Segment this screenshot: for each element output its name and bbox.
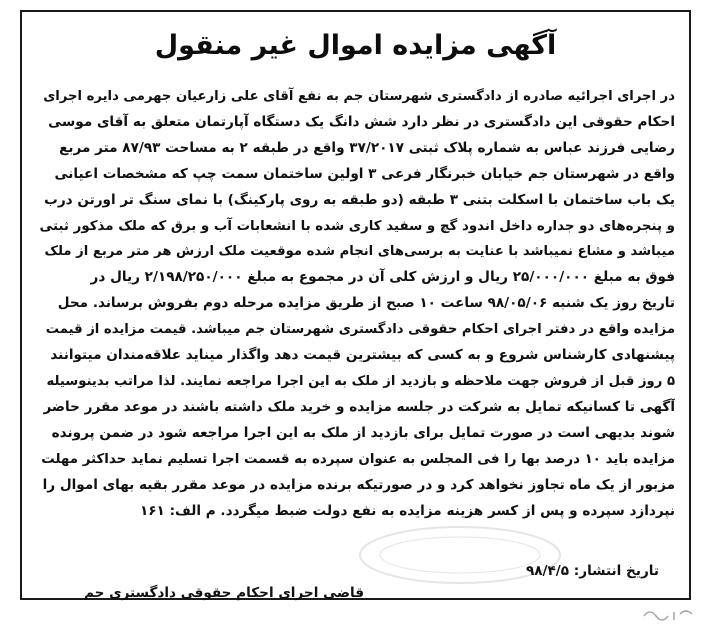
notice-line: آگهی تا کسانیکه تمایل به شرکت در جلسه مزایده و خرید ملک داشته باشند در موعد مقرر حاضر (43, 398, 675, 415)
notice-line: واقع در شهرستان جم خیابان خبرنگار فرعی ۳ اولین ساختمان سمت چپ که مشخصات اعیانی (54, 165, 675, 182)
auction-notice-box (20, 10, 691, 600)
notice-line: تاریخ روز یک شنبه ۹۸/۰۵/۰۶ ساعت ۱۰ صبح از طریق مزایده مرحله دوم بفروش برساند. محل (57, 295, 675, 312)
notice-line: نپردازد سپرده و پس از کسر هزینه مزایده به نفع دولت ضبط میگردد. م الف: ۱۶۱ (139, 502, 675, 519)
notice-line: شوند بدیهی است در صورت تمایل برای بازدید از ملک به این اجرا مراجعه شود در ضمن پرونده (51, 424, 675, 441)
notice-line: ۵ روز قبل از فروش جهت ملاحظه و بازدید از ملک به این اجرا مراجعه نمایند. لذا مراتب بدینوسیله (46, 373, 675, 389)
notice-body (38, 84, 675, 524)
notice-title: آگهی مزایده اموال غیر منقول (154, 30, 557, 61)
notice-line: مزبور از یک ماه تجاوز نخواهد کرد و در صورتیکه برنده مزایده در موعد مقرر بقیه بهای اموال را (42, 476, 675, 493)
notice-line: مزایده باید ۱۰ درصد بها را فی المجلس به عنوان سپرده به قسمت اجرا تسلیم نماید حداکثر مهلت (41, 451, 675, 467)
notice-line: رضایی فرزند عباس به شماره پلاک ثبتی ۳۷/۲۰۱۷ واقع در طبقه ۲ به مساحت ۸۷/۹۳ متر مربع (59, 139, 675, 156)
page-edge-fragment (640, 606, 700, 622)
signature: قاضی اجرای احکام حقوقی دادگستری جم (83, 585, 364, 601)
notice-line: یک باب ساختمان با اسکلت بتنی ۳ طبقه (دو طبقه به روی پارکینگ) با نمای سنگ تر اورتن درب (44, 191, 675, 208)
notice-line: مزایده واقع در دفتر اجرای احکام حقوقی دادگستری شهرستان جم میباشد. قیمت مزایده از قیمت (45, 322, 675, 338)
notice-line: پیشنهادی کارشناس شروع و به کسی که بیشترین قیمت دهد واگذار میناید علاقه‌مندان میتوانند (50, 347, 675, 364)
notice-line: فوق به مبلغ ۲۵/۰۰۰/۰۰۰ ریال و ارزش کلی آن در مجموع به مبلغ ۲/۱۹۸/۲۵۰/۰۰۰ ریال در (90, 269, 675, 286)
notice-line: در اجرای اجرائیه صادره از دادگستری شهرستان جم به نفع آقای علی زارعیان جهرمی دایره اجرای (43, 89, 675, 104)
notice-line: میباشد و مشاع نمیباشد با عنایت به برسی‌های انجام شده موقعیت ملک ارزش هر متر مربع از ملک (44, 244, 675, 260)
notice-line: احکام حقوقی این دادگستری در نظر دارد شش دانگ یک دستگاه آپارتمان متعلق به آقای موسی (48, 113, 675, 130)
publish-date: تاریخ انتشار: ۹۸/۴/۵ (525, 563, 659, 579)
notice-line: و پنجره‌های دو جداره داخل اندود گچ و سفید کاری شده با انشعابات آب و برق که ملک مذکور ثبتی (39, 218, 675, 234)
